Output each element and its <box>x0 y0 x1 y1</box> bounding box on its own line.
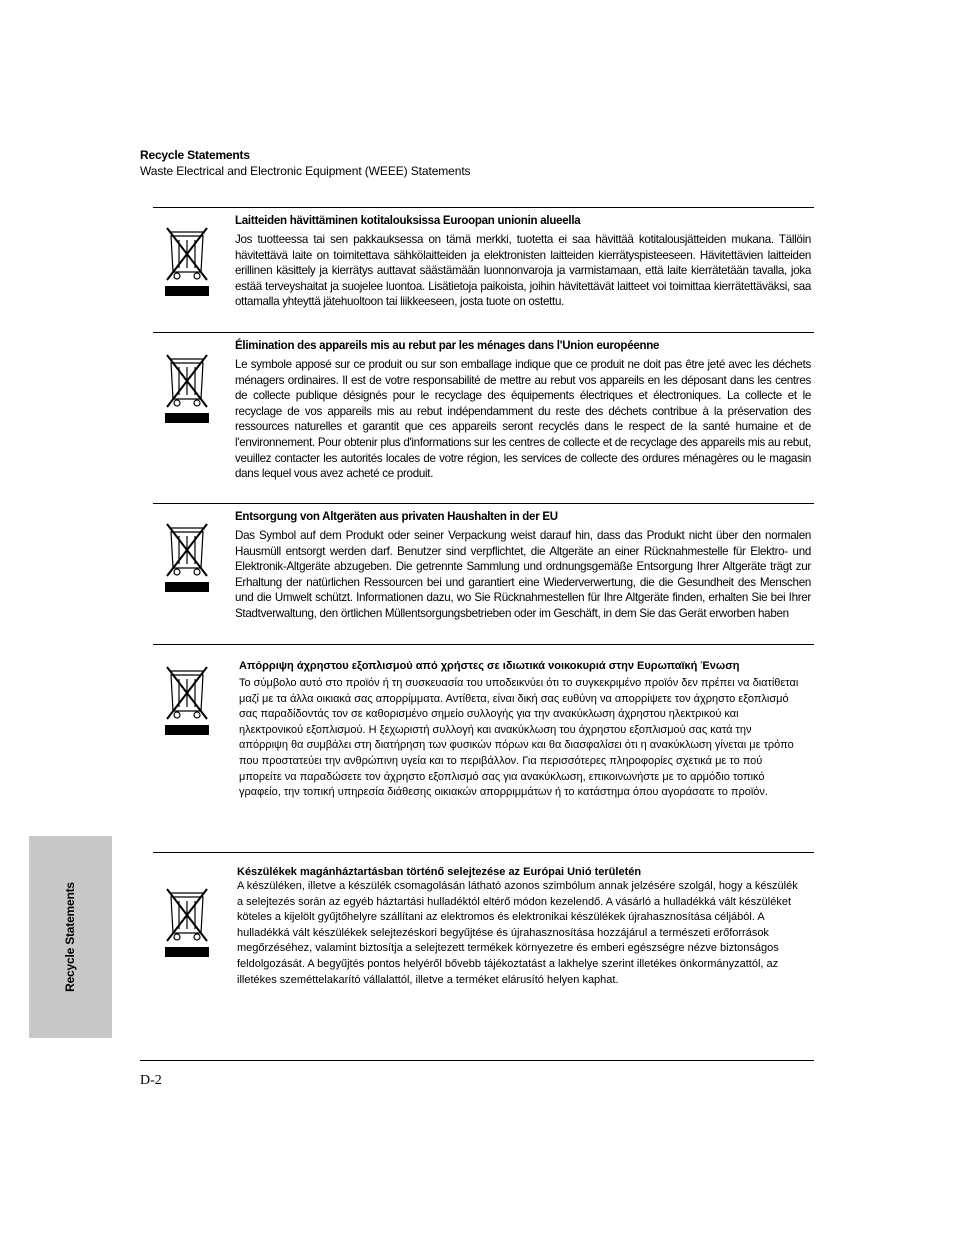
section-subtitle: Waste Electrical and Electronic Equipment (WEEE) Statements <box>140 164 471 178</box>
statement-body: Το σύμβολο αυτό στο προϊόν ή τη συσκευασία του υποδεικνύει ότι το συγκεκριμένο προϊόν δεν πρέπει να διατίθεται μαζί με τα άλλα οικιακά σας απορρίμματα. Αντίθετα, είναι δική σας ευθύνη να απορρίψετε τον άχρηστο εξοπλισμό σας παραδίδοντάς τον σε καθορισμένο σημείο συλλογής για την ανακύκλωση άχρηστου ηλεκτρικού και ηλεκτρονικού εξοπλισμού. Η ξεχωριστή συλλογή και ανακύκλωση του άχρηστου εξοπλισμού σας κατά την απόρριψη θα συμβάλει στη διατήρηση των φυσικών πόρων και θα διασφαλίσει ότι η ανακύκλωση γίνεται με τρόπο που προστατεύει την ανθρώπινη υγεία και το περιβάλλον. Για περισσότερες πληροφορίες σχετικά με το πού μπορείτε να παραδώσετε τον άχρηστο εξοπλισμό σας για ανακύκλωση, επικοινωνήστε με το αρμόδιο τοπικό γραφείο, την τοπική υπηρεσία διάθεσης οικιακών απορριμμάτων ή το κατάστημα όπου αγοράσατε το προϊόν. <box>239 677 799 799</box>
weee-statements-table <box>153 207 814 986</box>
crossed-out-wheelie-bin-icon <box>165 665 209 737</box>
statement-row-hungarian <box>153 853 814 1013</box>
statement-body: Das Symbol auf dem Produkt oder seiner Verpackung weist darauf hin, dass das Produkt nicht über den normalen Hausmüll entsorgt werden darf. Benutzer sind verpflichtet, die Altgeräte an einer Rücknahmestelle für Elektro- und Elektronik-Altgeräte abzugeben. Die getrennte Sammlung und ordnungsgemäße Entsorgung Ihrer Altgeräte trägt zur Erhaltung der natürlichen Ressourcen bei und garantiert eine Wiederverwertung, die die Gesundheit des Menschen und die Umwelt schützt. Informationen dazu, wo Sie Rücknahmestellen für Ihre Altgeräte finden, erhalten Sie bei Ihrer Stadtverwaltung, den örtlichen Müllentsorgungsbetrieben oder im Geschäft, in dem Sie das Gerät erworben haben <box>235 529 811 620</box>
statement-body: Le symbole apposé sur ce produit ou sur son emballage indique que ce produit ne doit pas être jeté avec les déchets ménagers ordinaires. Il est de votre responsabilité de mettre au rebut vos appareils en les déposant dans les centres de collecte publique désignés pour le recyclage des équipements électriques et électroniques. La collecte et le recyclage de vos appareils mis au rebut indépendamment du reste des déchets contribue à la préservation des ressources naturelles et garantit que ces appareils seront recyclés dans le respect de la santé humaine et de l'environnement. Pour obtenir plus d'informations sur les centres de collecte et de recyclage des appareils mis au rebut, veuillez contacter les autorités locales de votre région, les services de collecte des ordures ménagères ou le magasin dans lequel vous avez acheté ce produit. <box>235 358 811 481</box>
crossed-out-wheelie-bin-icon <box>165 887 209 959</box>
side-tab-label: Recycle Statements <box>63 882 77 992</box>
statement-title: Élimination des appareils mis au rebut par les ménages dans l'Union européenne <box>235 340 660 352</box>
statement-text <box>235 339 811 482</box>
statement-title: Απόρριψη άχρηστου εξοπλισμού από χρήστες σε ιδιωτικά νοικοκυριά στην Ευρωπαϊκή Ένωση <box>239 660 740 672</box>
statement-body: Jos tuotteessa tai sen pakkauksessa on tämä merkki, tuotetta ei saa hävittää kotitalousjätteiden mukana. Tällöin hävitettävä laite on toimitettava sähkölaitteiden ja elektronisten laitteiden kierrätyspisteeseen. Hävitettävien laitteiden erillinen käsittely ja kierrätys auttavat säästämään luonnonvaroja ja varmistamaan, että laite kierrätetään tavalla, joka estää terveyshaitat ja suojelee luontoa. Lisätietoja paikoista, joihin hävitettävät laitteet voi toimittaa kierrätettäväksi, saa ottamalla yhteyttä jätehuoltoon tai liikkeeseen, josta tuote on ostettu. <box>235 233 811 309</box>
statement-body: A készüléken, illetve a készülék csomagolásán látható azonos szimbólum annak jelzésére szolgál, hogy a készülék a selejtezés során az egyéb háztartási hulladéktól eltérő módon kezelendő. A vásárló a hulladékká vált készüléket köteles a kijelölt gyűjtőhelyre szállítani az elektromos és elektronikai készülékek újrahasznosítása céljából. A hulladékká vált készülékek selejtezéskori begyűjtése és újrahasznosítása hozzájárul a természeti erőforrások megőrzéséhez, valamint biztosítja a selejtezett termékek környezetre és emberi egészségre nézve biztonságos feldolgozását. A begyűjtés pontos helyéről bővebb tájékoztatást a lakhelye szerint illetékes önkormányzattól, az illetékes szeméttelakarító vállalattól, illetve a terméket elárusító helyen kaphat. <box>237 880 798 986</box>
section-title: Recycle Statements <box>140 148 250 162</box>
statement-row-greek <box>153 645 814 853</box>
statement-text <box>239 659 799 801</box>
crossed-out-wheelie-bin-icon <box>165 353 209 425</box>
statement-title: Készülékek magánháztartásban történő selejtezése az Európai Unió területén <box>237 866 642 878</box>
statement-text <box>237 865 803 988</box>
crossed-out-wheelie-bin-icon <box>165 522 209 594</box>
crossed-out-wheelie-bin-icon <box>165 226 209 298</box>
footer-divider <box>140 1060 814 1061</box>
statement-text <box>235 510 811 622</box>
page-number: D-2 <box>140 1073 162 1088</box>
statement-title: Entsorgung von Altgeräten aus privaten Haushalten in der EU <box>235 511 558 523</box>
statement-row-french <box>153 333 814 504</box>
running-head <box>140 148 820 179</box>
side-tab-recycle-statements <box>29 836 112 1038</box>
statement-row-finnish <box>153 208 814 333</box>
statement-text <box>235 214 811 310</box>
statement-row-german <box>153 504 814 645</box>
statement-title: Laitteiden hävittäminen kotitalouksissa Euroopan unionin alueella <box>235 215 581 227</box>
